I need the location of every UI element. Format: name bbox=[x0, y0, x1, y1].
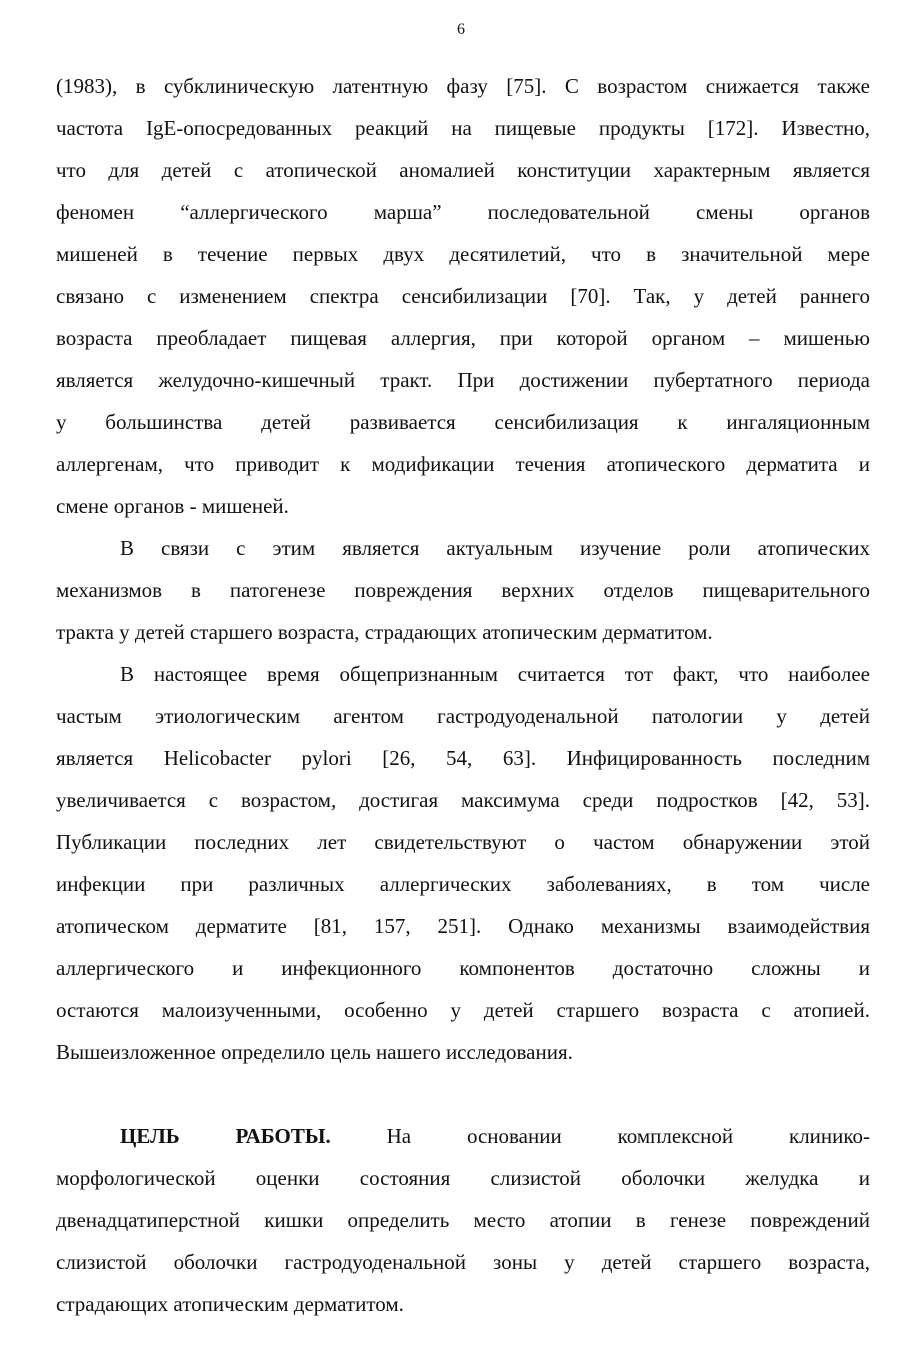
text-line: механизмов в патогенезе повреждения верхних отделов пищеварительного bbox=[56, 578, 870, 602]
text-line: мишеней в течение первых двух десятилетий, что в значительной мере bbox=[56, 242, 870, 266]
text-line: что для детей с атопической аномалией конституции характерным является bbox=[56, 158, 870, 182]
text-line: возраста преобладает пищевая аллергия, при которой органом – мишенью bbox=[56, 326, 870, 350]
text-line: у большинства детей развивается сенсибилизация к ингаляционным bbox=[56, 410, 870, 434]
paragraph-1 bbox=[56, 65, 870, 527]
text-line: является Helicobacter pylori [26, 54, 63]. Инфицированность последним bbox=[56, 746, 870, 770]
text-line: остаются малоизученными, особенно у детей старшего возраста с атопией. bbox=[56, 998, 870, 1022]
text-line: двенадцатиперстной кишки определить место атопии в генезе повреждений bbox=[56, 1208, 870, 1232]
text-line: страдающих атопическим дерматитом. bbox=[56, 1292, 404, 1316]
text-line: Вышеизложенное определило цель нашего исследования. bbox=[56, 1040, 573, 1064]
text-line: феномен “аллергического марша” последовательной смены органов bbox=[56, 200, 870, 224]
text-line: тракта у детей старшего возраста, страдающих атопическим дерматитом. bbox=[56, 620, 713, 644]
text-line: является желудочно-кишечный тракт. При достижении пубертатного периода bbox=[56, 368, 870, 392]
text-line: смене органов - мишеней. bbox=[56, 494, 289, 518]
paragraph-2 bbox=[56, 527, 870, 653]
text-line: В настоящее время общепризнанным считается тот факт, что наиболее bbox=[120, 662, 870, 686]
text-line: аллергенам, что приводит к модификации течения атопического дерматита и bbox=[56, 452, 870, 476]
text-line: В связи с этим является актуальным изучение роли атопических bbox=[120, 536, 870, 560]
text-line: Публикации последних лет свидетельствуют о частом обнаружении этой bbox=[56, 830, 870, 854]
page-number: 6 bbox=[457, 21, 465, 38]
goal-first-line-text: На основании комплексной клинико- bbox=[386, 1124, 871, 1148]
text-line: частым этиологическим агентом гастродуоденальной патологии у детей bbox=[56, 704, 870, 728]
text-line: частота IgE-опосредованных реакций на пищевые продукты [172]. Известно, bbox=[56, 116, 870, 140]
paragraph-3 bbox=[56, 653, 870, 1073]
section-gap bbox=[56, 1073, 870, 1115]
text-line: (1983), в субклиническую латентную фазу [75]. С возрастом снижается также bbox=[56, 74, 870, 98]
text-line: аллергического и инфекционного компонентов достаточно сложны и bbox=[56, 956, 870, 980]
text-line: атопическом дерматите [81, 157, 251]. Однако механизмы взаимодействия bbox=[56, 914, 870, 938]
goal-heading: ЦЕЛЬ РАБОТЫ. bbox=[120, 1124, 331, 1148]
body-text bbox=[56, 65, 870, 1325]
text-line: инфекции при различных аллергических заболеваниях, в том числе bbox=[56, 872, 870, 896]
text-line: слизистой оболочки гастродуоденальной зоны у детей старшего возраста, bbox=[56, 1250, 870, 1274]
text-line: увеличивается с возрастом, достигая максимума среди подростков [42, 53]. bbox=[56, 788, 870, 812]
goal-section bbox=[56, 1115, 870, 1325]
text-line: связано с изменением спектра сенсибилизации [70]. Так, у детей раннего bbox=[56, 284, 870, 308]
goal-first-line bbox=[56, 1115, 870, 1157]
text-line: морфологической оценки состояния слизистой оболочки желудка и bbox=[56, 1166, 870, 1190]
